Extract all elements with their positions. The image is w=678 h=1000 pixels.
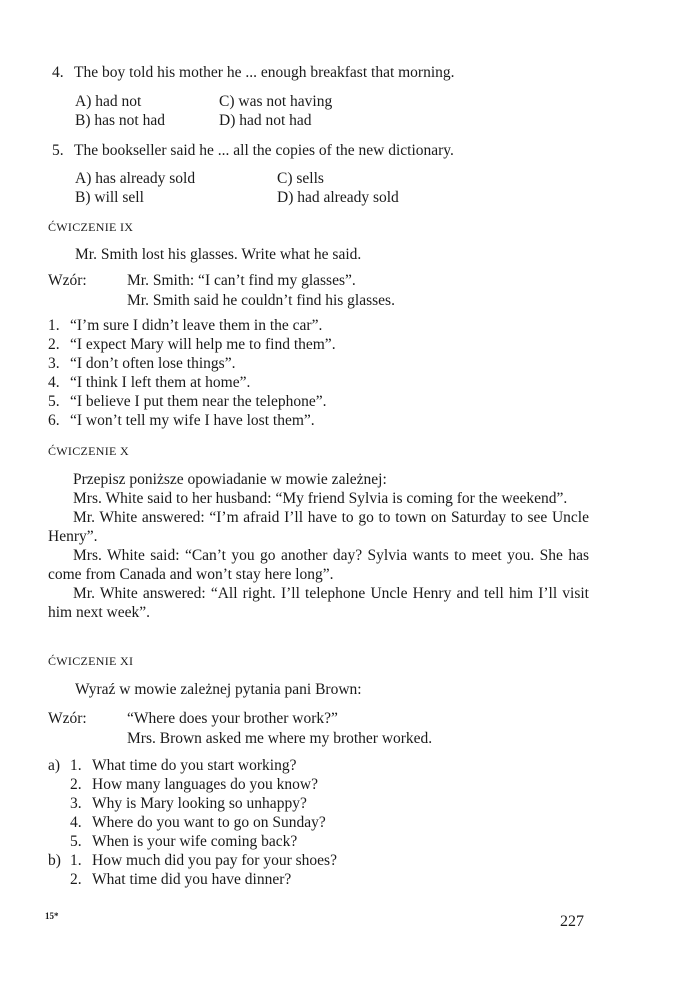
item-number: 4.: [48, 374, 60, 391]
exercise-9-heading: ĆWICZENIE IX: [48, 220, 134, 234]
list-item: [70, 851, 337, 871]
paragraph: Mr. White answered: “I’m afraid I’ll have to go to town on Saturday to see Uncle Henry”.: [48, 509, 589, 545]
item-text: “I believe I put them near the telephone”.: [70, 393, 327, 410]
example-line-2: Mr. Smith said he couldn’t find his glasses.: [127, 292, 395, 309]
item-number: 3.: [48, 355, 60, 372]
option-b: B) will sell: [75, 189, 144, 206]
question-text: The bookseller said he ... all the copies of the new dictionary.: [74, 142, 454, 159]
item-number: 2.: [48, 336, 60, 353]
item-text: When is your wife coming back?: [92, 833, 298, 850]
list-item: [70, 756, 296, 776]
item-number: 1.: [70, 757, 82, 774]
paragraph: Mrs. White said to her husband: “My friend Sylvia is coming for the weekend”.: [73, 490, 568, 507]
option-d: D) had already sold: [277, 189, 399, 206]
option-c: C) sells: [277, 170, 324, 187]
option-c: C) was not having: [219, 93, 333, 110]
list-item: [48, 335, 336, 355]
question-number: 4.: [52, 64, 64, 81]
question-4: [52, 63, 455, 83]
exercise-10-heading: ĆWICZENIE X: [48, 444, 129, 458]
page-number: 227: [560, 913, 584, 930]
item-text: “I won’t tell my wife I have lost them”.: [70, 412, 315, 429]
item-text: How many languages do you know?: [92, 776, 318, 793]
item-text: “I don’t often lose things”.: [70, 355, 236, 372]
paragraph: Przepisz poniższe opowiadanie w mowie zależnej:: [73, 471, 387, 488]
item-text: Why is Mary looking so unhappy?: [92, 795, 307, 812]
paragraph: Mr. White answered: “All right. I’ll telephone Uncle Henry and tell him I’ll visit him next week”.: [48, 585, 589, 621]
option-b: B) has not had: [75, 112, 165, 129]
list-item: [70, 775, 318, 795]
list-item: [48, 392, 327, 412]
item-number: 3.: [70, 795, 82, 812]
option-d: D) had not had: [219, 112, 312, 129]
list-item: [48, 316, 322, 336]
example-label: Wzór:: [48, 710, 87, 727]
example-line-1: Mr. Smith: “I can’t find my glasses”.: [127, 272, 356, 289]
item-text: How much did you pay for your shoes?: [92, 852, 337, 869]
printer-signature: 15*: [45, 911, 59, 921]
option-a: A) has already sold: [75, 170, 196, 187]
item-number: 5.: [48, 393, 60, 410]
question-number: 5.: [52, 142, 64, 159]
question-text: The boy told his mother he ... enough breakfast that morning.: [74, 64, 455, 81]
list-item: [48, 411, 315, 431]
list-item: [48, 354, 235, 374]
example-line-2: Mrs. Brown asked me where my brother worked.: [127, 730, 433, 747]
exercise-9-instruction: Mr. Smith lost his glasses. Write what he said.: [75, 246, 362, 263]
item-number: 1.: [48, 317, 60, 334]
list-item: [70, 832, 297, 852]
option-a: A) had not: [75, 93, 142, 110]
list-item: [70, 794, 307, 814]
item-text: “I expect Mary will help me to find them”.: [70, 336, 336, 353]
group-label-b: b): [48, 852, 61, 869]
group-label-a: a): [48, 757, 61, 774]
item-number: 2.: [70, 871, 82, 888]
item-text: “I’m sure I didn’t leave them in the car”.: [70, 317, 323, 334]
item-text: What time do you start working?: [92, 757, 297, 774]
question-5: [52, 141, 454, 161]
item-text: What time did you have dinner?: [92, 871, 292, 888]
paragraph: Mrs. White said: “Can’t you go another day? Sylvia wants to meet you. She has come from Canada and won’t stay here long”.: [48, 547, 589, 583]
list-item: [48, 373, 250, 393]
item-number: 6.: [48, 412, 60, 429]
exercise-11-heading: ĆWICZENIE XI: [48, 654, 134, 668]
exercise-11-instruction: Wyraź w mowie zależnej pytania pani Brown:: [75, 681, 362, 698]
example-label: Wzór:: [48, 272, 87, 289]
item-text: Where do you want to go on Sunday?: [92, 814, 326, 831]
item-number: 5.: [70, 833, 82, 850]
list-item: [70, 813, 326, 833]
item-text: “I think I left them at home”.: [70, 374, 251, 391]
item-number: 1.: [70, 852, 82, 869]
example-line-1: “Where does your brother work?”: [127, 710, 338, 727]
item-number: 4.: [70, 814, 82, 831]
list-item: [70, 870, 291, 890]
item-number: 2.: [70, 776, 82, 793]
exercise-10-body: [48, 470, 589, 622]
